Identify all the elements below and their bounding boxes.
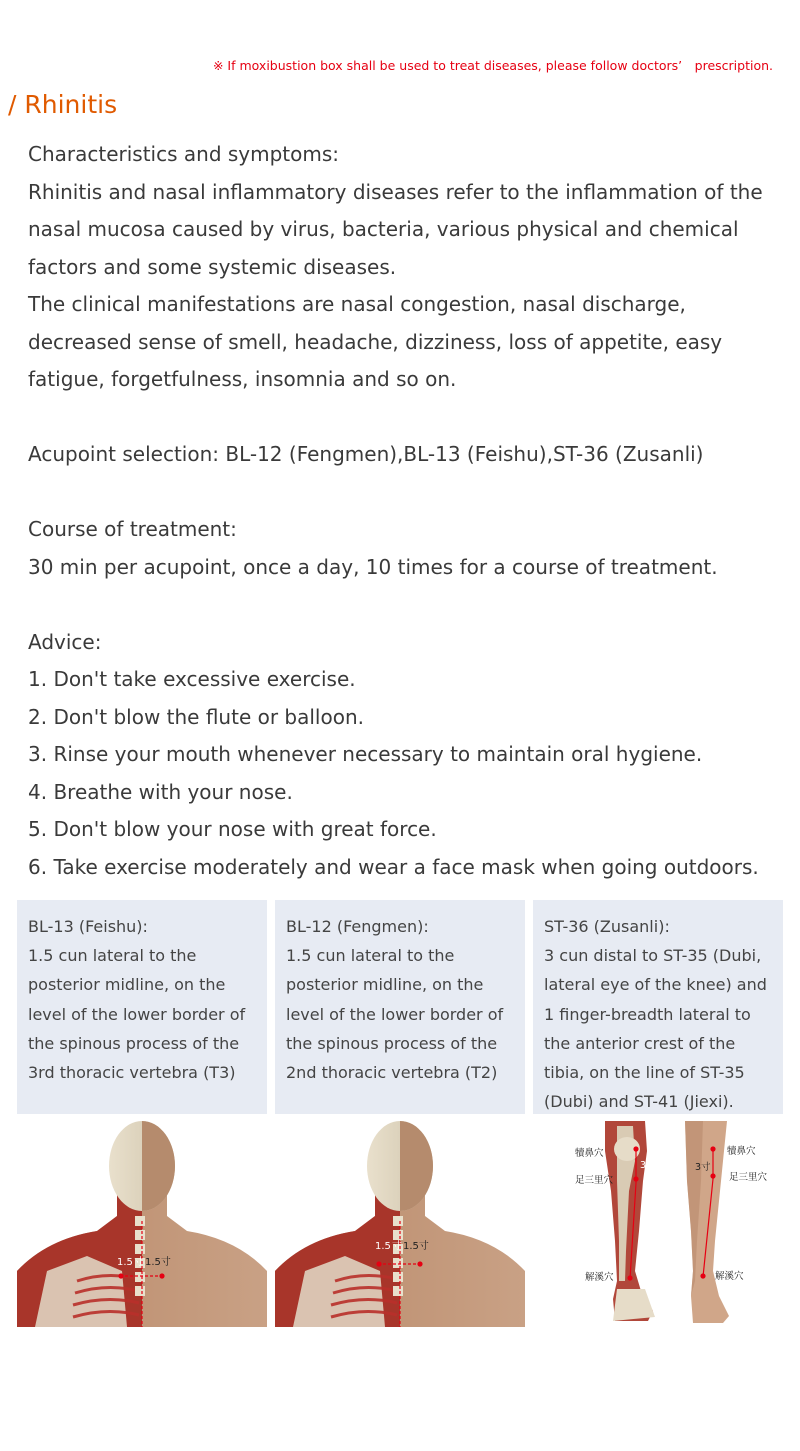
card-text: 3 cun distal to ST-35 (Dubi, lateral eye of the knee) and 1 finger-breadth lateral to the anterior crest of the tibia, on the line of ST-35 (Dubi) and ST-41 (Jiexi). [544,946,767,1112]
leg-anatomy-figure [533,1121,783,1327]
advice-item: 2. Don't blow the flute or balloon. [28,704,364,729]
spacer [28,586,788,624]
advice-item: 1. Don't take excessive exercise. [28,667,356,691]
leg-illustration-st36 [533,1121,783,1327]
measure-label: 1.5 [375,1241,391,1252]
back-illustration-bl13 [17,1121,267,1327]
point-label: 解溪穴 [715,1271,744,1282]
card-text: 1.5 cun lateral to the posterior midline, on the level of the lower border of the spinous process of the 3rd thoracic vertebra (T3) [28,946,246,1083]
measure-label: 寸 [392,1241,402,1252]
measure-label: 1.5寸 [403,1241,429,1252]
article-body [28,136,788,886]
prescription-notice: ※ If moxibustion box shall be used to treat diseases, please follow doctors’ prescription. [212,58,773,73]
back-anatomy-figure [275,1121,525,1327]
characteristics-paragraph-1: Rhinitis and nasal inflammatory diseases refer to the inflammation of the nasal mucosa caused by virus, bacteria, various physical and chemical factors and some systemic diseases. [28,179,763,279]
advice-heading: Advice: [28,629,102,654]
point-label: 足三里穴 [575,1175,614,1186]
spacer [28,474,788,512]
acupoint-card-bl13 [17,900,267,1114]
measure-label: 1.5寸 [145,1257,171,1268]
advice-item: 4. Breathe with your nose. [28,779,293,804]
advice-item: 6. Take exercise moderately and wear a face mask when going outdoors. [28,854,759,879]
point-label: 犢鼻穴 [575,1148,604,1159]
card-heading: BL-12 (Fengmen): [286,917,429,936]
page-title: / Rhinitis [8,90,118,119]
point-label: 足三里穴 [729,1172,768,1183]
point-label: 3寸 [640,1160,656,1171]
acupoint-cards [17,900,783,1114]
spacer [28,399,788,437]
characteristics-heading: Characteristics and symptoms: [28,142,340,166]
characteristics-paragraph-2: The clinical manifestations are nasal congestion, nasal discharge, decreased sense of smell, headache, dizziness, loss of appetite, easy fatigue, forgetfulness, insomnia and so on. [28,292,723,391]
advice-item: 5. Don't blow your nose with great force. [28,817,437,841]
course-heading: Course of treatment: [28,517,237,541]
acupoint-illustrations [17,1121,783,1327]
point-label: 犢鼻穴 [727,1146,756,1157]
acupoint-card-bl12 [275,900,525,1114]
card-text: 1.5 cun lateral to the posterior midline, on the level of the lower border of the spinous process of the 2nd thoracic vertebra (T2) [286,946,504,1083]
measure-label: 寸 [134,1257,144,1268]
measure-label: 1.5 [117,1257,133,1268]
point-label: 3寸 [695,1162,711,1173]
point-label: 解溪穴 [585,1272,614,1283]
course-text: 30 min per acupoint, once a day, 10 times for a course of treatment. [28,554,718,579]
acupoint-card-st36 [533,900,783,1114]
acupoint-selection: Acupoint selection: BL-12 (Fengmen),BL-13 (Feishu),ST-36 (Zusanli) [28,442,704,466]
advice-item: 3. Rinse your mouth whenever necessary to maintain oral hygiene. [28,742,703,766]
card-heading: ST-36 (Zusanli): [544,917,670,936]
card-heading: BL-13 (Feishu): [28,917,148,936]
back-illustration-bl12 [275,1121,525,1327]
back-anatomy-figure [17,1121,267,1327]
